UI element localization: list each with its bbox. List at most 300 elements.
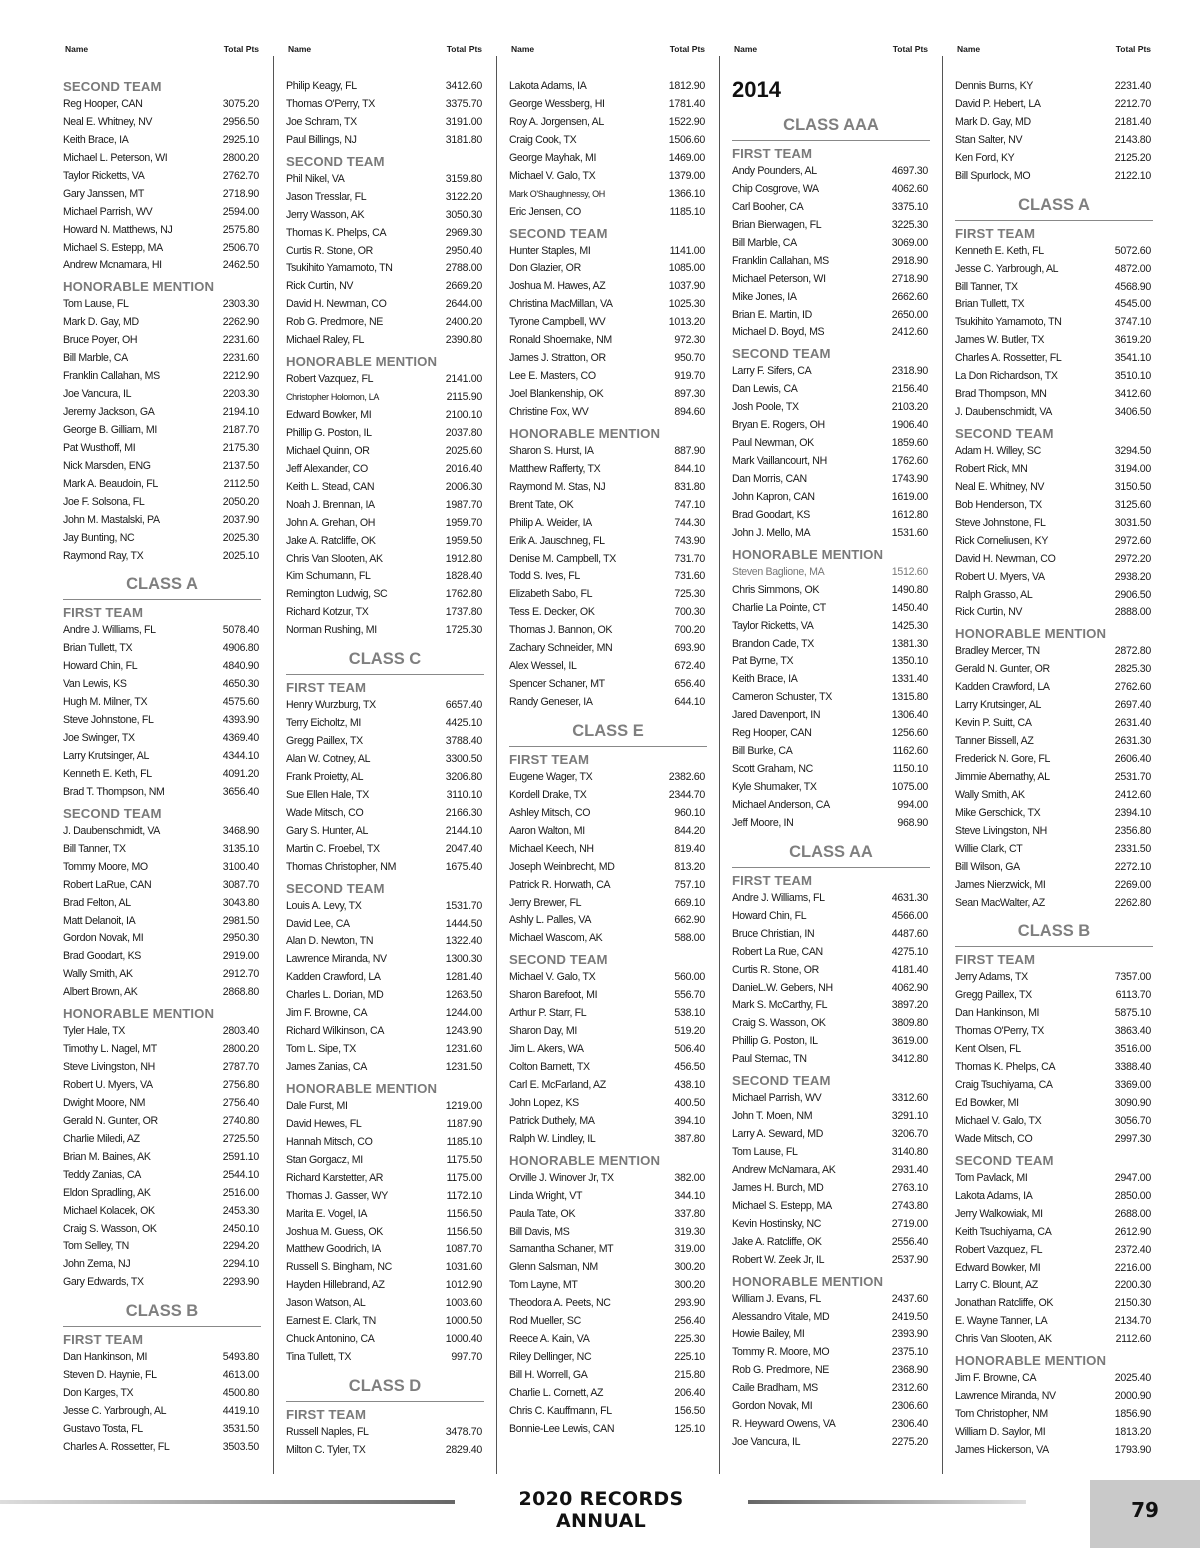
total-points: 2662.60 bbox=[891, 290, 928, 303]
record-row bbox=[509, 332, 707, 350]
total-points: 4275.10 bbox=[891, 945, 928, 958]
competitor-name: Phillip G. Poston, IL bbox=[732, 1035, 818, 1048]
competitor-name: Curtis R. Stone, OR bbox=[732, 963, 819, 976]
column-header bbox=[732, 42, 930, 56]
competitor-name: Edward Bowker, MI bbox=[286, 409, 372, 421]
competitor-name: Robert Vazquez, FL bbox=[286, 373, 374, 386]
record-row bbox=[63, 895, 261, 913]
total-points: 1762.60 bbox=[891, 455, 928, 468]
competitor-name: Kevin P. Suitt, CA bbox=[955, 717, 1032, 730]
competitor-name: Henry Wurzburg, TX bbox=[286, 699, 376, 712]
record-row bbox=[63, 930, 261, 948]
record-row bbox=[286, 171, 484, 189]
record-row bbox=[955, 96, 1153, 114]
competitor-name: Joshua M. Guess, OK bbox=[286, 1225, 383, 1238]
total-points: 2556.40 bbox=[891, 1235, 928, 1248]
team-heading: SECOND TEAM bbox=[509, 225, 608, 241]
record-row bbox=[63, 841, 261, 859]
record-row bbox=[732, 381, 930, 399]
total-points: 1725.30 bbox=[445, 624, 482, 637]
record-row bbox=[732, 1291, 930, 1309]
record-row bbox=[732, 1434, 930, 1452]
total-points: 4425.10 bbox=[445, 717, 482, 730]
competitor-name: Mark D. Gay, MD bbox=[955, 115, 1031, 128]
record-row bbox=[955, 1188, 1153, 1206]
record-row bbox=[732, 289, 930, 307]
competitor-name: Louis A. Levy, TX bbox=[286, 899, 362, 912]
record-row bbox=[955, 1206, 1153, 1224]
competitor-name: William J. Evans, FL bbox=[732, 1292, 821, 1305]
competitor-name: Howard Chin, FL bbox=[63, 660, 138, 673]
competitor-name: Dan Hankinson, MI bbox=[63, 1351, 148, 1364]
total-points: 2947.00 bbox=[1114, 1171, 1151, 1184]
record-row bbox=[732, 235, 930, 253]
total-points: 2950.30 bbox=[222, 932, 259, 945]
record-row bbox=[955, 679, 1153, 697]
competitor-name: Stan Salter, NV bbox=[955, 133, 1023, 146]
record-row bbox=[732, 1090, 930, 1108]
column-header bbox=[955, 42, 1153, 56]
total-points: 3110.10 bbox=[446, 788, 482, 801]
record-row bbox=[955, 1242, 1153, 1260]
record-row bbox=[509, 1206, 707, 1224]
competitor-name: Bill H. Worrell, GA bbox=[509, 1369, 588, 1381]
competitor-name: Tom Pavlack, MI bbox=[955, 1171, 1028, 1184]
competitor-name: Theodora A. Peets, NC bbox=[509, 1297, 611, 1310]
page-number-box bbox=[1090, 1480, 1200, 1548]
record-row bbox=[63, 150, 261, 168]
competitor-name: Michael Anderson, CA bbox=[732, 798, 830, 811]
record-row bbox=[63, 494, 261, 512]
competitor-name: Michael Keech, NH bbox=[509, 842, 594, 855]
record-row bbox=[286, 1241, 484, 1259]
competitor-name: Ken Ford, KY bbox=[955, 151, 1015, 164]
competitor-name: Steve Johnstone, FL bbox=[63, 714, 154, 727]
competitor-name: Eric Jensen, CO bbox=[509, 205, 581, 218]
total-points: 1743.90 bbox=[891, 473, 928, 485]
total-points: 1075.00 bbox=[891, 781, 928, 793]
record-row bbox=[509, 1313, 707, 1331]
competitor-name: Rick Curtin, NV bbox=[286, 280, 354, 293]
team-heading: FIRST TEAM bbox=[63, 1332, 144, 1348]
record-row bbox=[63, 948, 261, 966]
class-heading: CLASS D bbox=[286, 1371, 484, 1402]
competitor-name: Sean MacWalter, AZ bbox=[955, 896, 1045, 909]
record-row bbox=[63, 132, 261, 150]
record-row bbox=[732, 980, 930, 998]
competitor-name: Caile Bradham, MS bbox=[732, 1382, 818, 1395]
record-row bbox=[63, 204, 261, 222]
competitor-name: Albert Brown, AK bbox=[63, 986, 138, 999]
record-row bbox=[63, 186, 261, 204]
record-row bbox=[955, 877, 1153, 895]
total-points: 2938.20 bbox=[1114, 570, 1151, 583]
record-row bbox=[955, 1059, 1153, 1077]
total-points: 1781.40 bbox=[668, 97, 705, 110]
total-points: 3863.40 bbox=[1114, 1025, 1151, 1038]
competitor-name: Bruce Christian, IN bbox=[732, 927, 815, 940]
record-row bbox=[286, 697, 484, 715]
competitor-name: Michael Raley, FL bbox=[286, 334, 365, 347]
competitor-name: Stan Gorgacz, MI bbox=[286, 1153, 363, 1166]
total-points: 2390.80 bbox=[445, 334, 482, 347]
competitor-name: Kevin Hostinsky, NC bbox=[732, 1217, 822, 1230]
competitor-name: Gregg Paillex, TX bbox=[286, 735, 363, 748]
total-points: 2803.40 bbox=[222, 1025, 259, 1038]
record-row bbox=[955, 1131, 1153, 1149]
total-points: 2919.00 bbox=[222, 950, 259, 963]
competitor-name: Hayden Hillebrand, AZ bbox=[286, 1279, 385, 1292]
record-row bbox=[732, 1216, 930, 1234]
record-row bbox=[732, 1326, 930, 1344]
total-points: 1000.50 bbox=[445, 1315, 482, 1328]
total-points: 1762.80 bbox=[445, 588, 482, 601]
competitor-name: Tina Tullett, TX bbox=[286, 1351, 352, 1364]
competitor-name: Bill Tanner, TX bbox=[63, 842, 126, 855]
record-row bbox=[286, 1295, 484, 1313]
total-points: 206.40 bbox=[674, 1386, 705, 1399]
record-row bbox=[286, 479, 484, 497]
record-row bbox=[63, 96, 261, 114]
competitor-name: Alan W. Cotney, AL bbox=[286, 753, 371, 765]
competitor-name: Russell Naples, FL bbox=[286, 1426, 369, 1438]
competitor-name: Alan D. Newton, TN bbox=[286, 935, 374, 948]
total-points: 3412.60 bbox=[1114, 388, 1151, 401]
record-row bbox=[955, 368, 1153, 386]
total-points: 3181.80 bbox=[445, 133, 482, 146]
record-row bbox=[286, 533, 484, 551]
record-row bbox=[509, 823, 707, 841]
total-points: 3510.10 bbox=[1114, 370, 1151, 383]
team-heading: SECOND TEAM bbox=[286, 880, 385, 896]
competitor-name: Robert W. Zeek Jr, IL bbox=[732, 1253, 825, 1266]
column-body bbox=[732, 74, 930, 1452]
competitor-name: Tom Lause, FL bbox=[63, 298, 129, 311]
column-1 bbox=[63, 42, 261, 1457]
record-row bbox=[286, 1259, 484, 1277]
record-row bbox=[63, 440, 261, 458]
competitor-name: Dan Morris, CAN bbox=[732, 473, 807, 485]
record-row bbox=[286, 314, 484, 332]
record-row bbox=[732, 671, 930, 689]
name-header: Name bbox=[288, 44, 312, 54]
competitor-name: Reg Hooper, CAN bbox=[732, 727, 812, 740]
competitor-name: Paul Newman, OK bbox=[732, 437, 814, 450]
record-row bbox=[509, 604, 707, 622]
total-points: 1187.90 bbox=[446, 1117, 482, 1130]
column-5 bbox=[955, 42, 1153, 1460]
competitor-name: Steven Baglione, MA bbox=[732, 565, 825, 578]
competitor-name: Dennis Burns, KY bbox=[955, 80, 1034, 92]
record-row bbox=[509, 895, 707, 913]
competitor-name: Larry A. Seward, MD bbox=[732, 1128, 824, 1141]
record-row bbox=[63, 823, 261, 841]
total-points: 1531.60 bbox=[891, 526, 928, 539]
record-row bbox=[955, 1295, 1153, 1313]
total-points: 1793.90 bbox=[1114, 1443, 1151, 1456]
record-row bbox=[955, 859, 1153, 877]
record-row bbox=[63, 859, 261, 877]
competitor-name: Gordon Novak, MI bbox=[732, 1400, 813, 1413]
competitor-name: John Kapron, CAN bbox=[732, 490, 815, 503]
competitor-name: Michael Kolacek, OK bbox=[63, 1204, 155, 1217]
total-points: 3388.40 bbox=[1114, 1061, 1151, 1074]
total-points: 2981.50 bbox=[222, 914, 259, 927]
record-row bbox=[509, 1023, 707, 1041]
record-row bbox=[732, 1380, 930, 1398]
total-points: 2216.00 bbox=[1114, 1261, 1151, 1274]
record-row bbox=[732, 962, 930, 980]
total-points: 256.40 bbox=[674, 1315, 705, 1328]
competitor-name: Robert Vazquez, FL bbox=[955, 1243, 1043, 1256]
competitor-name: Raymond Ray, TX bbox=[63, 549, 144, 562]
record-row bbox=[63, 1149, 261, 1167]
record-row bbox=[286, 260, 484, 278]
total-points: 1912.80 bbox=[445, 552, 482, 565]
competitor-name: Bill Wilson, GA bbox=[955, 860, 1020, 873]
record-row bbox=[509, 694, 707, 712]
total-points: 2269.00 bbox=[1114, 878, 1151, 891]
record-row bbox=[509, 859, 707, 877]
total-points: 3140.80 bbox=[891, 1146, 928, 1158]
record-row bbox=[509, 296, 707, 314]
competitor-name: Jonathan Ratcliffe, OK bbox=[955, 1297, 1054, 1310]
competitor-name: Jerry Brewer, FL bbox=[509, 896, 582, 909]
total-points: 950.70 bbox=[674, 352, 705, 365]
record-row bbox=[63, 1274, 261, 1292]
team-heading: SECOND TEAM bbox=[509, 952, 608, 968]
competitor-name: Jared Davenport, IN bbox=[732, 709, 821, 722]
footer-rule-left bbox=[0, 1500, 455, 1504]
record-row bbox=[732, 489, 930, 507]
total-points: 2997.30 bbox=[1114, 1132, 1151, 1145]
record-row bbox=[286, 78, 484, 96]
total-points: 300.20 bbox=[674, 1261, 705, 1274]
record-row bbox=[955, 551, 1153, 569]
total-points: 560.00 bbox=[674, 971, 705, 984]
total-points: 4545.00 bbox=[1114, 298, 1151, 311]
record-row bbox=[732, 1126, 930, 1144]
record-row bbox=[732, 1180, 930, 1198]
total-points: 2294.10 bbox=[222, 1258, 259, 1271]
record-row bbox=[63, 1256, 261, 1274]
record-row bbox=[63, 712, 261, 730]
total-points: 1737.80 bbox=[445, 606, 482, 619]
competitor-name: Remington Ludwig, SC bbox=[286, 588, 388, 601]
total-points: 2306.40 bbox=[891, 1418, 928, 1431]
record-row bbox=[63, 1238, 261, 1256]
record-row bbox=[955, 643, 1153, 661]
record-row bbox=[732, 1344, 930, 1362]
record-row bbox=[955, 715, 1153, 733]
record-row bbox=[955, 332, 1153, 350]
record-row bbox=[509, 168, 707, 186]
total-points: 2888.00 bbox=[1114, 606, 1151, 619]
total-points: 656.40 bbox=[674, 678, 705, 691]
competitor-name: E. Wayne Tanner, LA bbox=[955, 1315, 1048, 1328]
competitor-name: Norman Rushing, MI bbox=[286, 624, 377, 637]
competitor-name: J. Daubenschmidt, VA bbox=[955, 406, 1053, 419]
team-heading: FIRST TEAM bbox=[955, 225, 1036, 241]
competitor-name: Brian Bierwagen, FL bbox=[732, 218, 822, 231]
record-row bbox=[732, 926, 930, 944]
record-row bbox=[509, 551, 707, 569]
total-points: 4487.60 bbox=[891, 927, 928, 940]
competitor-name: Richard Wilkinson, CA bbox=[286, 1025, 385, 1038]
total-points: 3125.60 bbox=[1114, 498, 1151, 511]
competitor-name: Jeff Alexander, CO bbox=[286, 462, 368, 475]
competitor-name: Tom Christopher, NM bbox=[955, 1408, 1048, 1421]
total-points: 2025.10 bbox=[222, 549, 259, 562]
record-row bbox=[732, 600, 930, 618]
competitor-name: Wade Mitsch, CO bbox=[955, 1132, 1033, 1145]
total-points: 5072.60 bbox=[1114, 244, 1151, 257]
total-points: 4631.30 bbox=[891, 891, 928, 904]
total-points: 2437.60 bbox=[891, 1292, 928, 1305]
class-heading: CLASS C bbox=[286, 644, 484, 675]
competitor-name: Ashly L. Palles, VA bbox=[509, 914, 592, 927]
total-points: 3159.80 bbox=[445, 172, 482, 185]
competitor-name: Kenneth E. Keth, FL bbox=[955, 244, 1044, 257]
competitor-name: Willie Clark, CT bbox=[955, 842, 1023, 855]
record-row bbox=[509, 969, 707, 987]
total-points: 3747.10 bbox=[1114, 316, 1151, 329]
total-points: 215.80 bbox=[674, 1369, 705, 1381]
total-points: 2725.50 bbox=[222, 1132, 259, 1145]
total-points: 662.90 bbox=[674, 914, 705, 927]
total-pts-header: Total Pts bbox=[669, 44, 705, 54]
total-points: 3206.80 bbox=[445, 770, 482, 783]
total-points: 731.70 bbox=[674, 552, 705, 565]
record-row bbox=[286, 1349, 484, 1367]
competitor-name: Christopher Holomon, LA bbox=[286, 392, 379, 403]
record-row bbox=[955, 751, 1153, 769]
record-row bbox=[509, 204, 707, 222]
competitor-name: Kyle Shumaker, TX bbox=[732, 781, 817, 793]
record-row bbox=[63, 622, 261, 640]
competitor-name: Michael Peterson, WI bbox=[732, 272, 826, 285]
total-points: 5493.80 bbox=[222, 1351, 259, 1364]
record-row bbox=[63, 1421, 261, 1439]
competitor-name: Howard N. Matthews, NJ bbox=[63, 223, 173, 236]
total-points: 3656.40 bbox=[222, 785, 259, 798]
record-row bbox=[509, 769, 707, 787]
record-row bbox=[286, 622, 484, 640]
record-row bbox=[955, 1095, 1153, 1113]
competitor-name: Mark Vaillancourt, NH bbox=[732, 455, 827, 468]
record-row bbox=[732, 417, 930, 435]
total-points: 3069.00 bbox=[891, 236, 928, 249]
total-points: 1156.50 bbox=[446, 1207, 482, 1220]
record-row bbox=[509, 1077, 707, 1095]
total-points: 2368.90 bbox=[891, 1364, 928, 1377]
record-row bbox=[63, 1059, 261, 1077]
record-row bbox=[286, 715, 484, 733]
competitor-name: Lawrence Miranda, NV bbox=[286, 953, 387, 966]
record-row bbox=[732, 689, 930, 707]
total-points: 2931.40 bbox=[891, 1163, 928, 1176]
total-points: 3150.50 bbox=[1114, 480, 1151, 493]
class-heading: CLASS A bbox=[955, 190, 1153, 221]
competitor-name: Joe Schram, TX bbox=[286, 115, 357, 128]
total-points: 4697.30 bbox=[891, 165, 928, 177]
competitor-name: Bill Spurlock, MO bbox=[955, 169, 1031, 182]
competitor-name: Jason Watson, AL bbox=[286, 1297, 366, 1310]
competitor-name: Sharon Day, MI bbox=[509, 1025, 577, 1038]
total-points: 1306.40 bbox=[891, 709, 928, 722]
name-header: Name bbox=[511, 44, 535, 54]
competitor-name: Larry F. Sifers, CA bbox=[732, 365, 812, 378]
competitor-name: Terry Eicholtz, MI bbox=[286, 717, 361, 730]
record-row bbox=[509, 114, 707, 132]
competitor-name: Robert U. Myers, VA bbox=[955, 570, 1045, 583]
total-pts-header: Total Pts bbox=[446, 44, 482, 54]
column-body bbox=[509, 78, 707, 1439]
record-row bbox=[509, 586, 707, 604]
competitor-name: Charlie L. Cornett, AZ bbox=[509, 1386, 604, 1399]
record-row bbox=[509, 479, 707, 497]
total-points: 2212.70 bbox=[1114, 97, 1151, 110]
total-points: 1322.40 bbox=[445, 935, 482, 948]
record-row bbox=[63, 114, 261, 132]
column-header bbox=[509, 42, 707, 56]
record-row bbox=[63, 350, 261, 368]
competitor-name: Tom Lause, FL bbox=[732, 1146, 798, 1158]
record-row bbox=[955, 461, 1153, 479]
total-points: 2594.00 bbox=[222, 205, 259, 218]
total-points: 400.50 bbox=[674, 1096, 705, 1109]
record-row bbox=[732, 1309, 930, 1327]
competitor-name: Randy Geneser, IA bbox=[509, 696, 593, 708]
total-points: 2575.80 bbox=[222, 223, 259, 236]
total-points: 1244.00 bbox=[445, 1007, 482, 1020]
competitor-name: Brent Tate, OK bbox=[509, 498, 574, 511]
competitor-name: Mark D. Gay, MD bbox=[63, 316, 139, 329]
column-divider bbox=[942, 56, 943, 1474]
competitor-name: Robert La Rue, CAN bbox=[732, 945, 823, 958]
competitor-name: J. Daubenschmidt, VA bbox=[63, 824, 161, 837]
competitor-name: Craig S. Wasson, OK bbox=[63, 1222, 157, 1235]
record-row bbox=[286, 189, 484, 207]
competitor-name: Jerry Adams, TX bbox=[955, 971, 1028, 984]
team-heading: SECOND TEAM bbox=[63, 79, 162, 94]
team-heading: SECOND TEAM bbox=[732, 1073, 831, 1089]
competitor-name: Jim L. Akers, WA bbox=[509, 1043, 584, 1056]
record-row bbox=[732, 779, 930, 797]
total-points: 1185.10 bbox=[669, 205, 705, 218]
total-points: 1012.90 bbox=[445, 1279, 482, 1292]
competitor-name: John Zema, NJ bbox=[63, 1258, 131, 1271]
record-row bbox=[955, 1388, 1153, 1406]
total-points: 2972.20 bbox=[1114, 552, 1151, 565]
total-points: 3468.90 bbox=[222, 824, 259, 837]
competitor-name: Jay Bunting, NC bbox=[63, 531, 135, 544]
total-points: 1243.90 bbox=[445, 1025, 482, 1038]
record-row bbox=[955, 769, 1153, 787]
record-row bbox=[955, 697, 1153, 715]
total-points: 2016.40 bbox=[445, 462, 482, 475]
total-points: 2688.00 bbox=[1114, 1207, 1151, 1220]
total-points: 538.10 bbox=[674, 1007, 705, 1020]
competitor-name: Raymond M. Stas, NJ bbox=[509, 480, 606, 493]
record-row bbox=[732, 1198, 930, 1216]
competitor-name: Kent Olsen, FL bbox=[955, 1043, 1021, 1056]
total-points: 506.40 bbox=[674, 1043, 705, 1056]
name-header: Name bbox=[957, 44, 981, 54]
total-points: 2800.20 bbox=[222, 151, 259, 164]
record-row bbox=[63, 877, 261, 895]
total-points: 1013.20 bbox=[668, 316, 705, 329]
